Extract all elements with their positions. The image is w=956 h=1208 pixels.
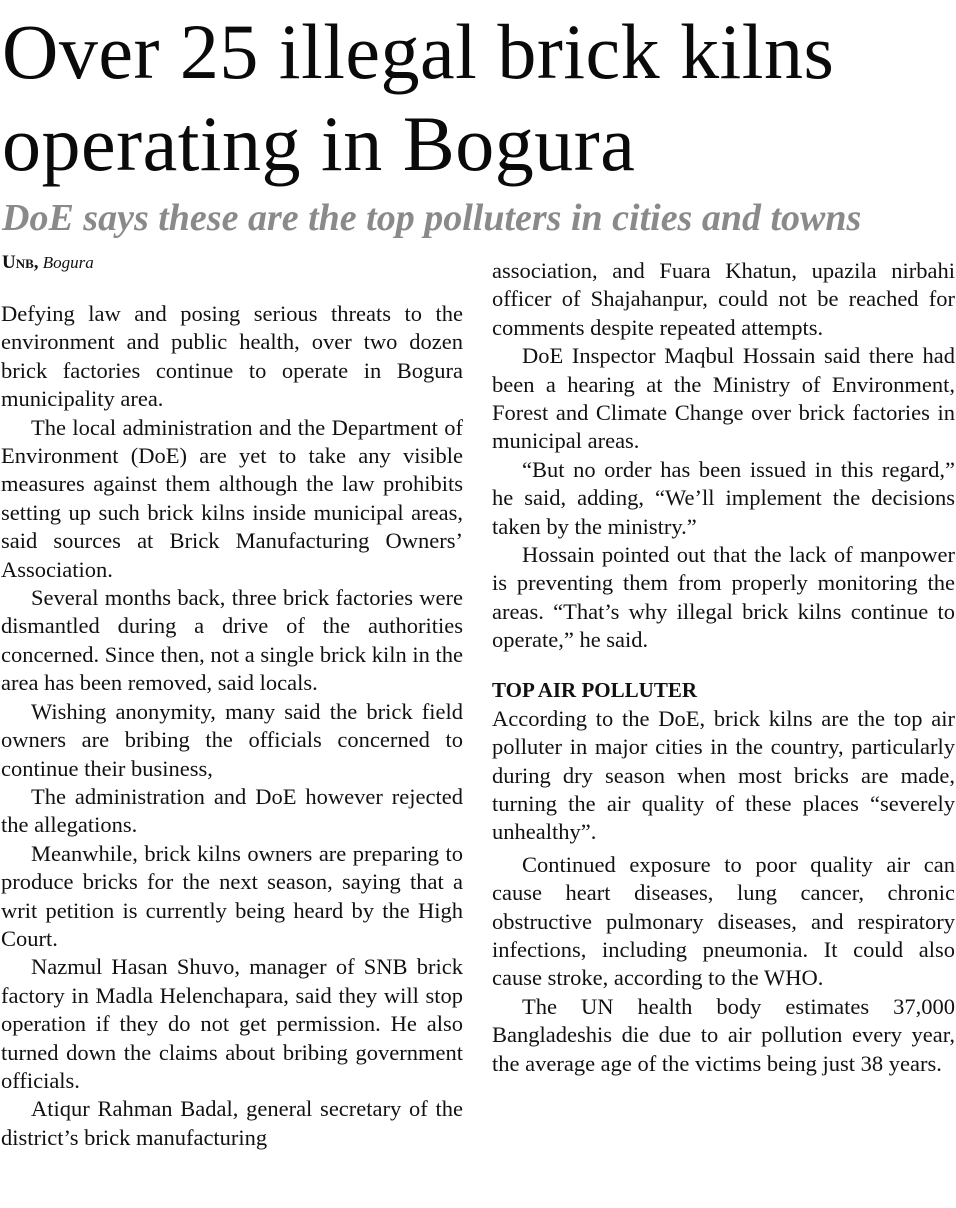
paragraph: association, and Fuara Khatun, upazila nirbahi officer of Shajahanpur, could not be reached for comments despite repeated attempts. [492,258,955,340]
headline: Over 25 illegal brick kilns operating in Bogura [2,8,835,187]
paragraph: “But no order has been issued in this regard,” he said, adding, “We’ll implement the decisions taken by the ministry.” [492,456,955,539]
paragraph: Defying law and posing serious threats to the environment and public health, over two dozen brick factories continue to operate in Bogura municipality area. [1,301,463,412]
paragraph: Atiqur Rahman Badal, general secretary of the district’s brick manufacturing [1,1096,463,1150]
left-column [1,300,463,1152]
paragraph: Nazmul Hasan Shuvo, manager of SNB brick factory in Madla Helenchapara, said they will stop operation if they do not get permission. He also turned down the claims about bribing government officials. [1,954,463,1093]
paragraph: According to the DoE, brick kilns are the top air polluter in major cities in the country, particularly during dry season when most bricks are made, turning the air quality of these places “severely unhealthy”. [492,705,955,845]
paragraph: Hossain pointed out that the lack of manpower is preventing them from properly monitoring the areas. “That’s why illegal brick kilns continue to operate,” he said. [492,542,955,653]
byline-location: Bogura [42,253,94,272]
subheadline: DoE says these are the top polluters in cities and towns [2,197,862,239]
paragraph: Continued exposure to poor quality air can cause heart diseases, lung cancer, chronic obstructive pulmonary diseases, and respiratory infections, including pneumonia. It could also cause stroke, according to the WHO. [492,851,955,991]
paragraph: The local administration and the Department of Environment (DoE) are yet to take any visible measures against them although the law prohibits setting up such brick kilns inside municipal areas, said sources at Brick Manufacturing Owners’ Association. [1,414,463,582]
paragraph: Wishing anonymity, many said the brick field owners are bribing the officials concerned to continue their business, [1,698,463,781]
section-heading: TOP AIR POLLUTER [492,677,697,702]
paragraph: The UN health body estimates 37,000 Bangladeshis die due to air pollution every year, the average age of the victims being just 38 years. [492,993,955,1076]
paragraph: Meanwhile, brick kilns owners are preparing to produce bricks for the next season, saying that a writ petition is currently being heard by the High Court. [1,840,463,951]
byline [2,250,94,276]
paragraph: DoE Inspector Maqbul Hossain said there had been a hearing at the Ministry of Environment, Forest and Climate Change over brick factories in municipal areas. [492,343,955,454]
right-column [492,257,955,1078]
paragraph: The administration and DoE however rejected the allegations. [1,783,463,838]
paragraph: Several months back, three brick factories were dismantled during a drive of the authorities concerned. Since then, not a single brick kiln in the area has been removed, said locals. [1,585,463,696]
byline-agency: Unb, [2,252,39,273]
